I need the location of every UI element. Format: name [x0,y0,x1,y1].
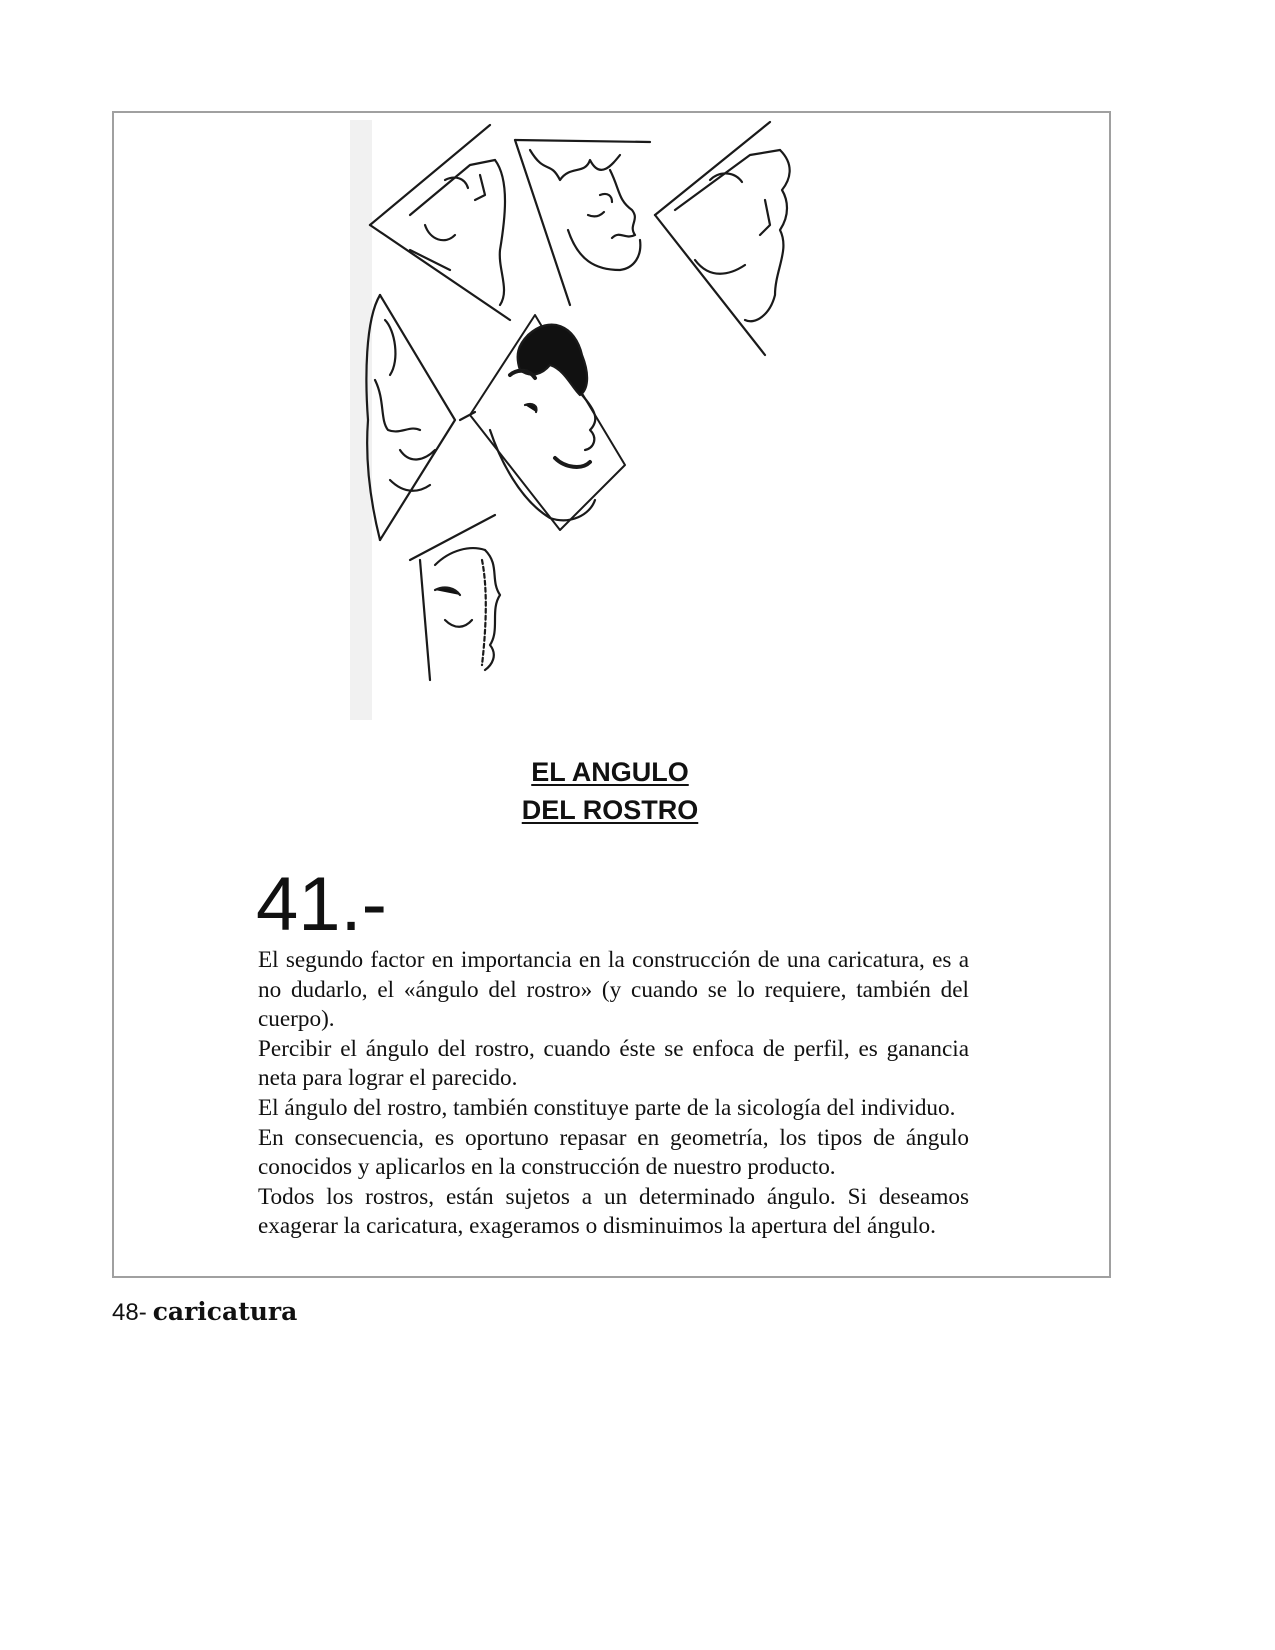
face-sketch-2 [515,140,650,305]
book-title: caricatura [152,1297,298,1326]
body-text [258,946,969,1242]
face-sketch-4 [366,295,455,540]
paragraph-3: El ángulo del rostro, también constituye parte de la sicología del individuo. [258,1094,956,1121]
paragraph-2: Percibir el ángulo del rostro, cuando éste se enfoca de perfil, es ganancia neta para lograr el parecido. [258,1035,969,1092]
section-number: 41.- [256,862,387,947]
face-sketch-6 [410,515,500,680]
paragraph-1: El segundo factor en importancia en la construcción de una caricatura, es a no dudarlo, el «ángulo del rostro» (y cuando se lo requiere, también del cuerpo). [258,947,969,1033]
page-number: 48- [112,1299,147,1326]
page-footer [112,1297,297,1328]
heading-line-2: DEL ROSTRO [521,795,699,825]
heading-line-1: EL ANGULO [531,757,689,787]
face-angle-sketches-illustration [350,120,850,720]
paragraph-5: Todos los rostros, están sujetos a un determinado ángulo. Si deseamos exagerar la caricatura, exageramos o disminuimos la apertura del ángulo. [258,1183,969,1240]
face-sketch-1 [370,125,510,320]
paragraph-4: En consecuencia, es oportuno repasar en geometría, los tipos de ángulo conocidos y aplicarlos en la construcción de nuestro producto. [258,1124,969,1181]
face-sketch-5 [460,315,625,530]
face-sketch-3 [655,122,790,355]
